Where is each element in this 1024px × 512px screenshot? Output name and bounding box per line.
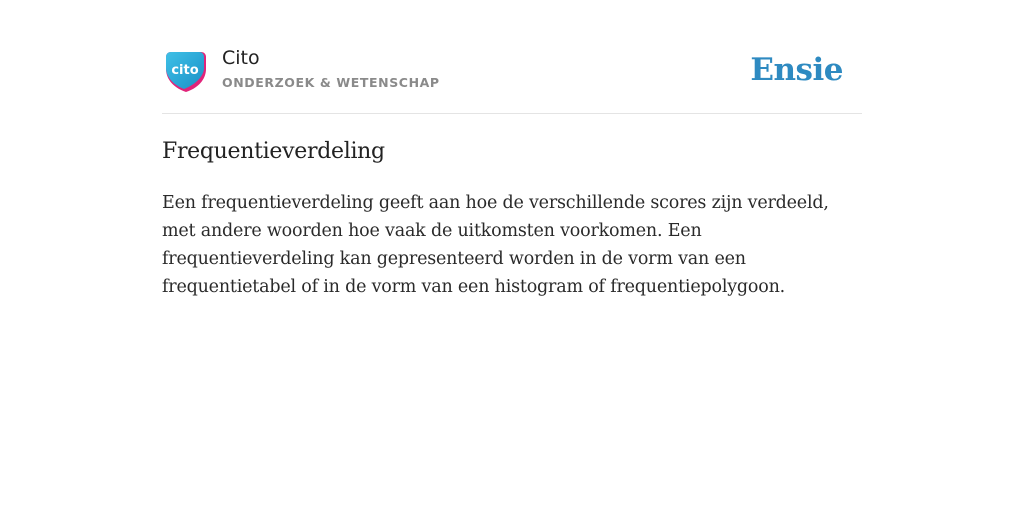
definition-card bbox=[162, 44, 862, 301]
cito-logo[interactable] bbox=[165, 51, 207, 93]
entry-term: Frequentieverdeling bbox=[162, 139, 385, 164]
logo-text: cito bbox=[171, 63, 199, 78]
org-subtitle: ONDERZOEK & WETENSCHAP bbox=[222, 75, 440, 90]
ensie-brand-logo[interactable]: Ensie bbox=[750, 52, 843, 88]
entry-definition: Een frequentieverdeling geeft aan hoe de verschillende scores zijn verdeeld, met andere woorden hoe vaak de uitkomsten voorkomen. Een frequentieverdeling kan gepresenteerd worden in de vorm van een frequentietabel of in de vorm van een histogram of frequentiepolygoon. bbox=[162, 193, 829, 297]
cito-logo-icon bbox=[165, 51, 207, 93]
org-name[interactable]: Cito bbox=[222, 47, 260, 69]
card-header bbox=[162, 44, 862, 114]
